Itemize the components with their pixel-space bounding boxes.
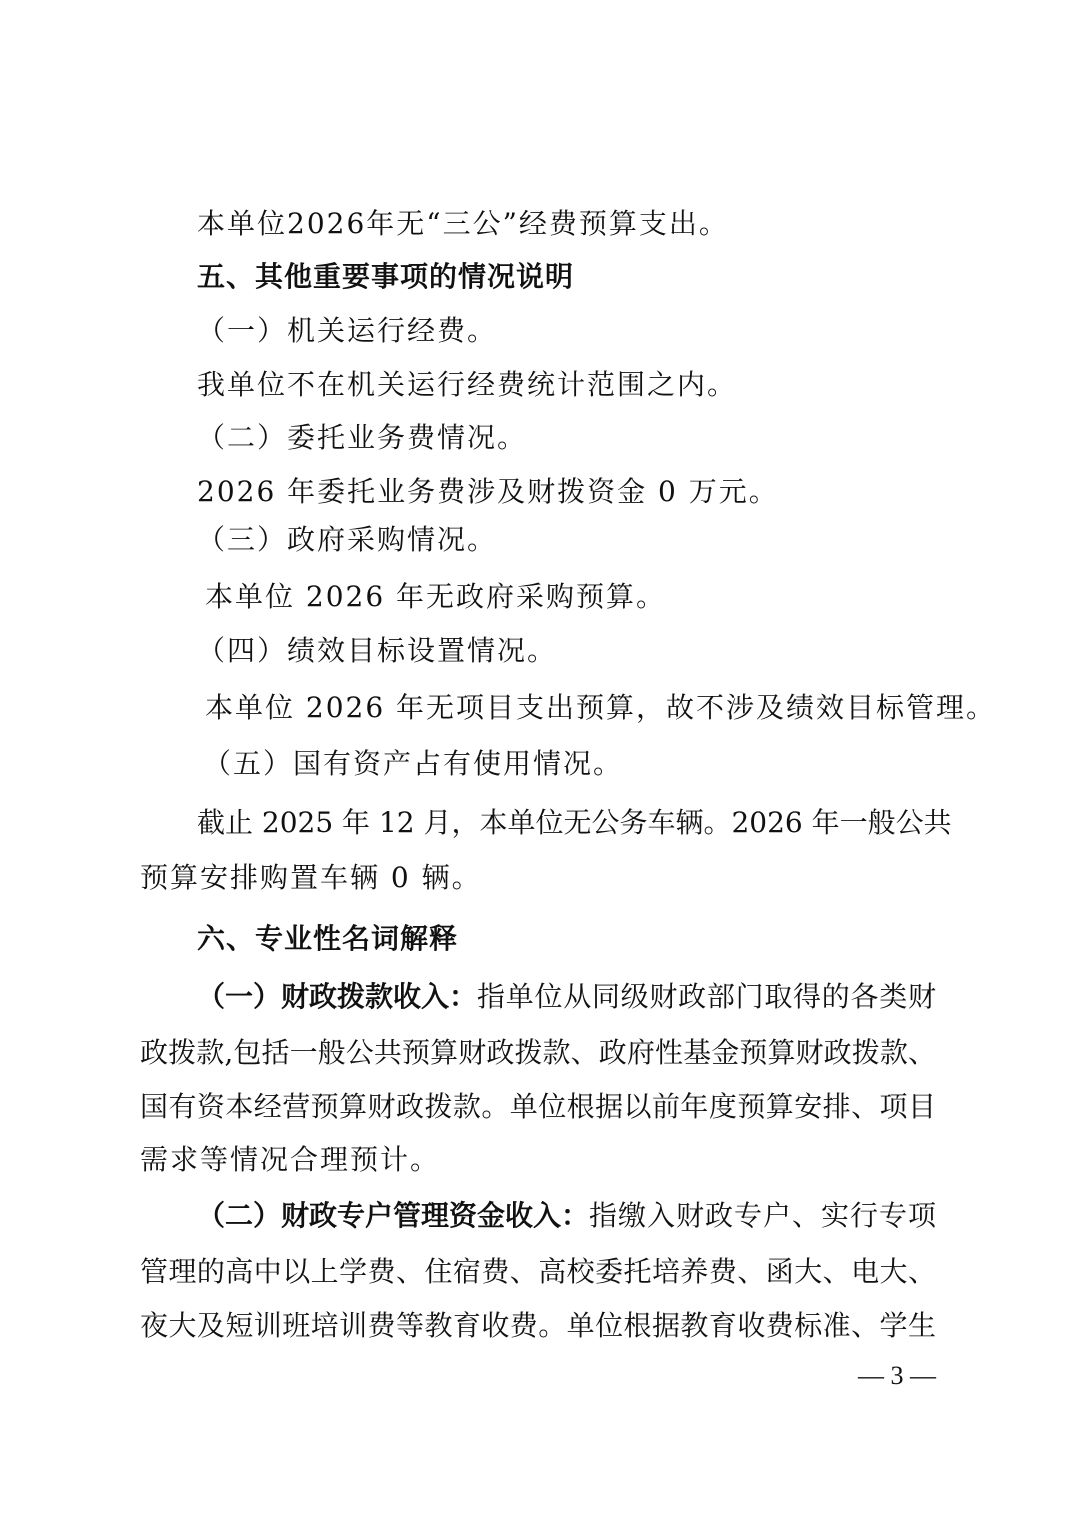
subsection-1-title: （一）机关运行经费。: [197, 314, 498, 347]
subsection-2-title: （二）委托业务费情况。: [197, 421, 528, 454]
subsection-3-text: 本单位 2026 年无政府采购预算。: [205, 580, 667, 613]
sangong-statement: 本单位2026年无“三公”经费预算支出。: [197, 207, 729, 240]
definition-1-line-2: 政拨款,包括一般公共预算财政拨款、政府性基金预算财政拨款、: [140, 1036, 936, 1069]
definition-2-text-start: 指缴入财政专户、实行专项: [589, 1199, 936, 1232]
subsection-5-title: （五）国有资产占有使用情况。: [203, 747, 624, 780]
subsection-2-text: 2026 年委托业务费涉及财拨资金 0 万元。: [197, 475, 779, 508]
subsection-4-text: 本单位 2026 年无项目支出预算，故不涉及绩效目标管理。: [205, 691, 997, 724]
subsection-1-text: 我单位不在机关运行经费统计范围之内。: [197, 368, 738, 401]
definition-1-line-3: 国有资本经营预算财政拨款。单位根据以前年度预算安排、项目: [140, 1090, 936, 1123]
subsection-5-text-line-2: 预算安排购置车辆 0 辆。: [140, 861, 482, 894]
definition-1-line-1: [197, 977, 936, 1017]
subsection-3-title: （三）政府采购情况。: [197, 523, 498, 556]
subsection-4-title: （四）绩效目标设置情况。: [197, 634, 558, 667]
definition-1-line-4: 需求等情况合理预计。: [140, 1143, 441, 1176]
definition-2-term: （二）财政专户管理资金收入：: [197, 1199, 590, 1232]
page-number: — 3 —: [858, 1361, 936, 1390]
definition-2-line-2: 管理的高中以上学费、住宿费、高校委托培养费、函大、电大、: [140, 1255, 936, 1288]
definition-2-line-1: [197, 1196, 936, 1236]
definition-1-term: （一）财政拨款收入：: [197, 980, 478, 1013]
definition-1-text-start: 指单位从同级财政部门取得的各类财: [477, 980, 936, 1013]
definition-2-line-3: 夜大及短训班培训费等教育收费。单位根据教育收费标准、学生: [140, 1309, 936, 1342]
section-heading-5: 五、其他重要事项的情况说明: [197, 260, 575, 293]
section-heading-6: 六、专业性名词解释: [197, 922, 459, 955]
subsection-5-text-line-1: 截止 2025 年 12 月，本单位无公务车辆。2026 年一般公共: [197, 806, 952, 839]
